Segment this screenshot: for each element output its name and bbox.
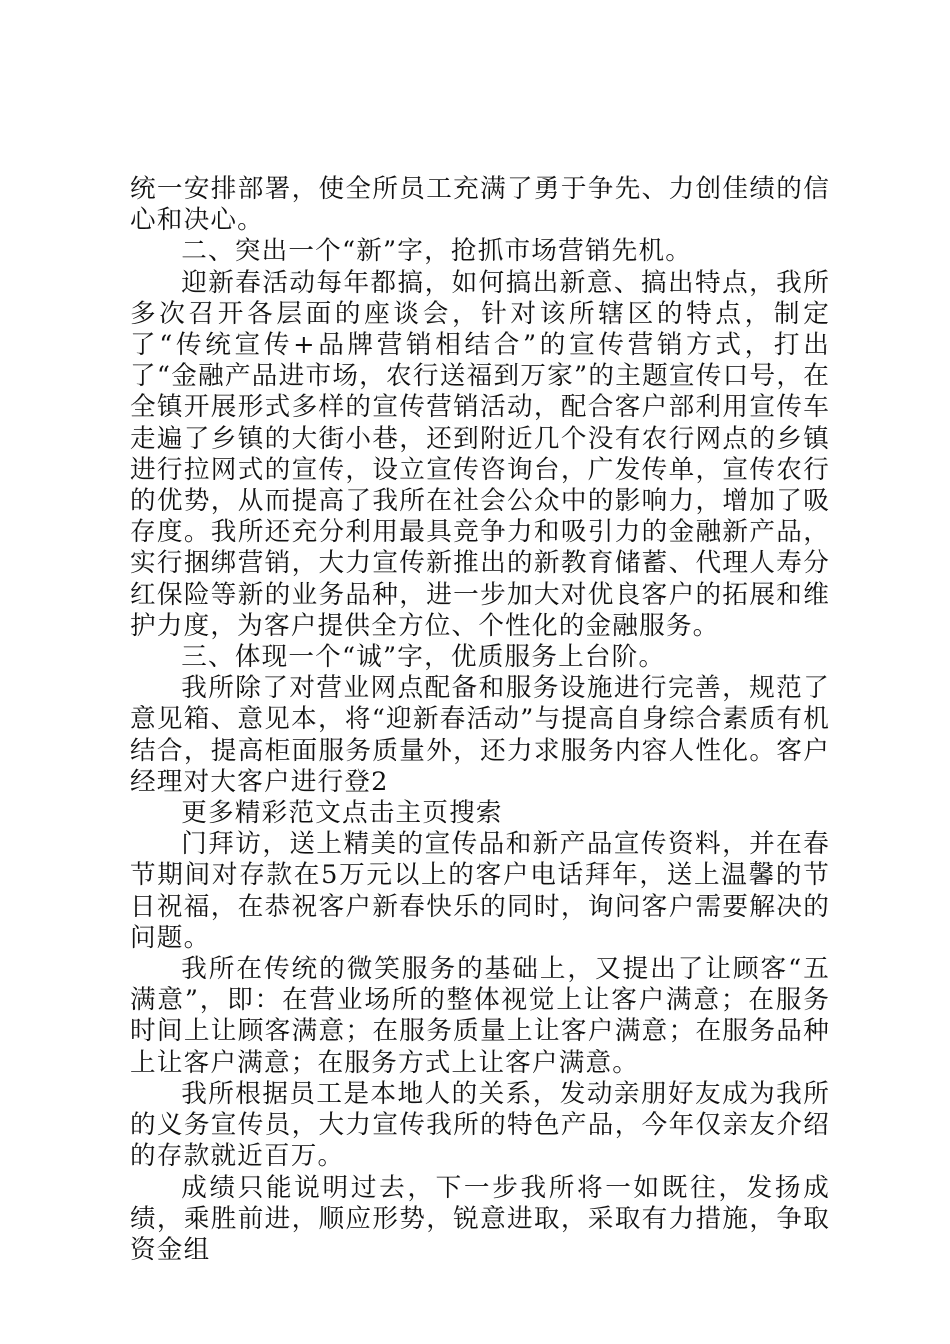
section-heading-3: 三、体现一个“诚”字，优质服务上台阶。: [181, 642, 666, 673]
paragraph-five-satisfaction: 我所在传统的微笑服务的基础上，又提出了让顾客“五满意”，即：在营业场所的整体视觉上让客户满意；在服务时间上让顾客满意；在服务质量上让客户满意；在服务品种上让客户满意；在服务方式上让客户满意。: [130, 954, 830, 1078]
paragraph-service-facilities: 我所除了对营业网点配备和服务设施进行完善，规范了意见箱、意见本，将“迎新春活动”与提高自身综合素质有机结合，提高柜面服务质量外，还力求服务内容人性化。客户经理对大客户进行登2: [130, 673, 830, 797]
paragraph-continuation: 统一安排部署，使全所员工充满了勇于争先、力创佳绩的信心和决心。: [130, 174, 830, 236]
paragraph-new-spring-activity: 迎新春活动每年都搞，如何搞出新意、搞出特点，我所多次召开各层面的座谈会，针对该所辖区的特点，制定了“传统宣传+品牌营销相结合”的宣传营销方式，打出了“金融产品进市场，农行送福到万家”的主题宣传口号，在全镇开展形式多样的宣传营销活动，配合客户部利用宣传车走遍了乡镇的大街小巷，还到附近几个没有农行网点的乡镇进行拉网式的宣传，设立宣传咨询台，广发传单，宣传农行的优势，从而提高了我所在社会公众中的影响力，增加了吸存度。我所还充分利用最具竞争力和吸引力的金融新产品，实行捆绑营销，大力宣传新推出的新教育储蓄、代理人寿分红保险等新的业务品种，进一步加大对优良客户的拓展和维护力度，为客户提供全方位、个性化的金融服务。: [130, 267, 830, 641]
document-page: [130, 174, 830, 1266]
paragraph-volunteer-promoters: 我所根据员工是本地人的关系，发动亲朋好友成为我所的义务宣传员，大力宣传我所的特色产品，今年仅亲友介绍的存款就近百万。: [130, 1078, 830, 1172]
paragraph-conclusion: 成绩只能说明过去，下一步我所将一如既往，发扬成绩，乘胜前进，顺应形势，锐意进取，采取有力措施，争取资金组: [130, 1172, 830, 1265]
footer-link-text: 更多精彩范文点击主页搜索: [181, 798, 503, 829]
section-heading-2: 二、突出一个“新”字，抢抓市场营销先机。: [181, 236, 693, 267]
paragraph-door-visits: 门拜访，送上精美的宣传品和新产品宣传资料，并在春节期间对存款在5万元以上的客户电话拜年，送上温馨的节日祝福，在恭祝客户新春快乐的同时，询问客户需要解决的问题。: [130, 829, 830, 953]
